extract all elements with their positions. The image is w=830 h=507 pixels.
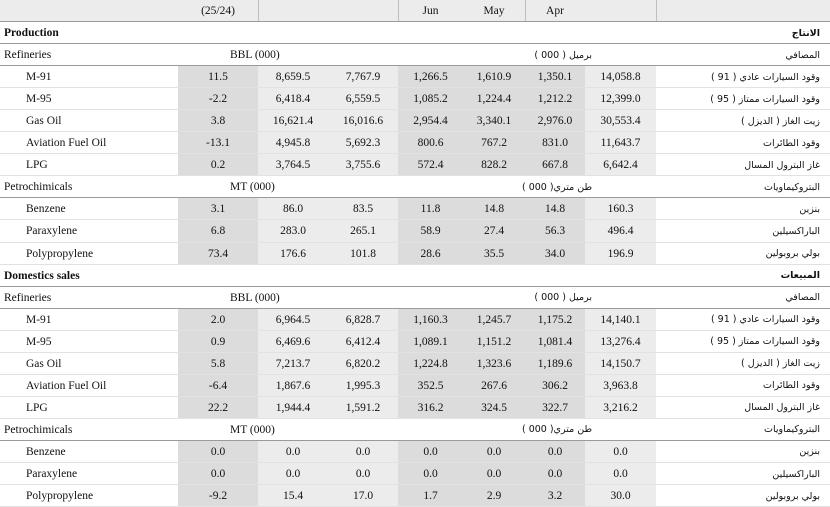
section-title-arabic: الانتاج (791, 27, 820, 39)
row-label-arabic: بنزين (799, 203, 820, 215)
table-cell: 35.5 (463, 243, 525, 265)
table-cell: 1,081.4 (525, 331, 585, 353)
table-cell: 6,964.5 (258, 309, 328, 331)
table-cell: 13,276.4 (585, 331, 656, 353)
table-cell: 6,412.4 (328, 331, 398, 353)
table-cell: 0.0 (328, 463, 398, 485)
table-cell: 22.2 (178, 397, 258, 419)
table-cell: 7,767.9 (328, 66, 398, 88)
table-row (0, 397, 830, 419)
header-change: (25/24) (201, 4, 235, 17)
table-cell: 0.9 (178, 331, 258, 353)
row-label-arabic: زيت الغاز ( الديزل ) (741, 358, 820, 370)
table-cell: 6,559.5 (328, 88, 398, 110)
row-label: Paraxylene (26, 225, 78, 238)
table-cell: 1.7 (398, 485, 463, 507)
table-cell: 0.0 (463, 463, 525, 485)
table-cell: 6.8 (178, 220, 258, 242)
table-cell: 30.0 (585, 485, 656, 507)
group-title-arabic: البتروكيماويات (764, 424, 820, 436)
table-cell: 101.8 (328, 243, 398, 265)
table-cell: 11,643.7 (585, 132, 656, 154)
table-cell: 4,945.8 (258, 132, 328, 154)
table-cell: 14,058.8 (585, 66, 656, 88)
row-label-arabic: غاز البترول المسال (744, 159, 820, 171)
table-cell: 800.6 (398, 132, 463, 154)
table-row (0, 220, 830, 242)
table-cell: 0.0 (525, 463, 585, 485)
unit-label-arabic: برميل ( 000 ) (534, 49, 592, 61)
group-header-row (0, 287, 830, 309)
row-label-arabic: غاز البترول المسال (744, 402, 820, 414)
row-label-arabic: الباراكسيلين (772, 468, 820, 480)
row-label: Benzene (26, 203, 66, 216)
table-cell: 828.2 (463, 154, 525, 176)
table-cell: 14,140.1 (585, 309, 656, 331)
table-cell: 3,216.2 (585, 397, 656, 419)
table-cell: 34.0 (525, 243, 585, 265)
row-label-arabic: وقود السيارات عادي ( 91 ) (710, 71, 820, 83)
table-cell: 196.9 (585, 243, 656, 265)
table-cell: 0.0 (178, 463, 258, 485)
table-row (0, 243, 830, 265)
table-cell: 1,944.4 (258, 397, 328, 419)
table-cell: 0.0 (585, 463, 656, 485)
table-cell: 0.0 (525, 441, 585, 463)
table-cell: 3,963.8 (585, 375, 656, 397)
row-label: M-91 (26, 71, 52, 84)
unit-label: MT (000) (230, 181, 275, 194)
unit-label-arabic: طن متري( 000 ) (521, 424, 592, 436)
table-cell: 6,820.2 (328, 353, 398, 375)
row-label: Benzene (26, 445, 66, 458)
table-cell: 572.4 (398, 154, 463, 176)
row-label: M-95 (26, 335, 52, 348)
table-cell: 1,212.2 (525, 88, 585, 110)
table-cell: 0.0 (585, 441, 656, 463)
header-apr: Apr (546, 4, 564, 17)
table-cell: 11.8 (398, 198, 463, 220)
section-title-arabic: المبيعات (780, 270, 820, 282)
group-title: Refineries (4, 291, 52, 304)
table-cell: -9.2 (178, 485, 258, 507)
row-label-arabic: الباراكسيلين (772, 225, 820, 237)
table-cell: 2.0 (178, 309, 258, 331)
row-label: Aviation Fuel Oil (26, 379, 107, 392)
table-cell: 1,224.8 (398, 353, 463, 375)
table-cell: 352.5 (398, 375, 463, 397)
row-label-arabic: وقود السيارات ممتاز ( 95 ) (710, 93, 820, 105)
table-cell: 2.9 (463, 485, 525, 507)
group-header-row (0, 419, 830, 441)
group-title: Refineries (4, 49, 52, 62)
table-cell: 0.0 (463, 441, 525, 463)
table-cell: 1,610.9 (463, 66, 525, 88)
unit-label-arabic: طن متري( 000 ) (521, 181, 592, 193)
table-cell: 306.2 (525, 375, 585, 397)
row-label-arabic: بولي بروبولين (765, 248, 820, 260)
table-row (0, 110, 830, 132)
section-title: Domestics sales (4, 269, 80, 282)
table-cell: 1,867.6 (258, 375, 328, 397)
unit-label: BBL (000) (230, 49, 280, 62)
row-label: Polypropylene (26, 247, 94, 260)
table-cell: 14,150.7 (585, 353, 656, 375)
section-title: Production (4, 27, 59, 40)
table-cell: 6,469.6 (258, 331, 328, 353)
header-jun: Jun (422, 4, 439, 17)
table-cell: 15.4 (258, 485, 328, 507)
table-cell: 0.0 (258, 463, 328, 485)
table-cell: 176.6 (258, 243, 328, 265)
row-label: Gas Oil (26, 357, 62, 370)
table-cell: 7,213.7 (258, 353, 328, 375)
section-header-row (0, 265, 830, 287)
table-cell: 1,995.3 (328, 375, 398, 397)
table-cell: 83.5 (328, 198, 398, 220)
table-cell: 17.0 (328, 485, 398, 507)
table-cell: 267.6 (463, 375, 525, 397)
group-title: Petrochimicals (4, 181, 73, 194)
row-label-arabic: بنزين (799, 446, 820, 458)
group-title-arabic: البتروكيماويات (764, 181, 820, 193)
table-row (0, 463, 830, 485)
table-cell: 8,659.5 (258, 66, 328, 88)
table-cell: 1,189.6 (525, 353, 585, 375)
table-cell: 1,323.6 (463, 353, 525, 375)
table-cell: 28.6 (398, 243, 463, 265)
table-cell: 58.9 (398, 220, 463, 242)
table-cell: 30,553.4 (585, 110, 656, 132)
table-row (0, 154, 830, 176)
table-cell: -2.2 (178, 88, 258, 110)
table-cell: 16,621.4 (258, 110, 328, 132)
table-cell: 0.0 (178, 441, 258, 463)
table-cell: 3.8 (178, 110, 258, 132)
table-cell: 5,692.3 (328, 132, 398, 154)
header-may: May (483, 4, 505, 17)
table-cell: 3,340.1 (463, 110, 525, 132)
group-header-row (0, 44, 830, 66)
table-cell: 767.2 (463, 132, 525, 154)
table-row (0, 353, 830, 375)
unit-label: BBL (000) (230, 291, 280, 304)
table-cell: 324.5 (463, 397, 525, 419)
table-cell: 0.0 (328, 441, 398, 463)
unit-label-arabic: برميل ( 000 ) (534, 292, 592, 304)
column-header-row (0, 0, 830, 21)
table-cell: 0.0 (398, 463, 463, 485)
group-title-arabic: المصافي (785, 49, 820, 61)
table-row (0, 485, 830, 507)
table-cell: 283.0 (258, 220, 328, 242)
table-row (0, 375, 830, 397)
table-cell: 3,755.6 (328, 154, 398, 176)
table-cell: 11.5 (178, 66, 258, 88)
table-row (0, 309, 830, 331)
group-title: Petrochimicals (4, 423, 73, 436)
table-cell: 73.4 (178, 243, 258, 265)
table-cell: 14.8 (525, 198, 585, 220)
table-cell: 1,245.7 (463, 309, 525, 331)
table-cell: 1,266.5 (398, 66, 463, 88)
row-label-arabic: وقود السيارات ممتاز ( 95 ) (710, 336, 820, 348)
table-cell: 1,151.2 (463, 331, 525, 353)
row-label-arabic: بولي بروبولين (765, 490, 820, 502)
row-label: Gas Oil (26, 115, 62, 128)
table-cell: 496.4 (585, 220, 656, 242)
table-cell: 322.7 (525, 397, 585, 419)
row-label-arabic: وقود الطائرات (763, 137, 820, 149)
table-cell: 2,954.4 (398, 110, 463, 132)
row-label-arabic: زيت الغاز ( الديزل ) (741, 115, 820, 127)
table-cell: 12,399.0 (585, 88, 656, 110)
table-cell: 316.2 (398, 397, 463, 419)
row-label: M-95 (26, 93, 52, 106)
row-label-arabic: وقود الطائرات (763, 380, 820, 392)
group-title-arabic: المصافي (785, 292, 820, 304)
table-cell: 3,764.5 (258, 154, 328, 176)
table-cell: 6,418.4 (258, 88, 328, 110)
table-row (0, 331, 830, 353)
table-cell: 667.8 (525, 154, 585, 176)
row-label: Aviation Fuel Oil (26, 137, 107, 150)
table-cell: 2,976.0 (525, 110, 585, 132)
group-header-row (0, 176, 830, 198)
table-cell: 0.0 (258, 441, 328, 463)
table-row (0, 88, 830, 110)
table-cell: -6.4 (178, 375, 258, 397)
table-row (0, 66, 830, 88)
table-cell: 160.3 (585, 198, 656, 220)
table-cell: 1,085.2 (398, 88, 463, 110)
row-label: LPG (26, 401, 48, 414)
table-cell: 1,591.2 (328, 397, 398, 419)
table-cell: 1,160.3 (398, 309, 463, 331)
table-cell: 86.0 (258, 198, 328, 220)
row-label: Paraxylene (26, 468, 78, 481)
table-row (0, 441, 830, 463)
table-cell: 14.8 (463, 198, 525, 220)
table-cell: 0.0 (398, 441, 463, 463)
row-label: LPG (26, 159, 48, 172)
table-cell: 1,350.1 (525, 66, 585, 88)
table-cell: 1,224.4 (463, 88, 525, 110)
table-cell: 1,089.1 (398, 331, 463, 353)
table-cell: 3.1 (178, 198, 258, 220)
table-cell: 6,828.7 (328, 309, 398, 331)
table-cell: 5.8 (178, 353, 258, 375)
section-header-row (0, 22, 830, 44)
row-label: M-91 (26, 313, 52, 326)
table-cell: 6,642.4 (585, 154, 656, 176)
table-cell: 265.1 (328, 220, 398, 242)
table-row (0, 132, 830, 154)
unit-label: MT (000) (230, 423, 275, 436)
row-label-arabic: وقود السيارات عادي ( 91 ) (710, 314, 820, 326)
table-cell: 831.0 (525, 132, 585, 154)
table-cell: 16,016.6 (328, 110, 398, 132)
table-cell: 1,175.2 (525, 309, 585, 331)
table-cell: -13.1 (178, 132, 258, 154)
table-cell: 56.3 (525, 220, 585, 242)
row-label: Polypropylene (26, 490, 94, 503)
table-cell: 0.2 (178, 154, 258, 176)
table-row (0, 198, 830, 220)
table-cell: 27.4 (463, 220, 525, 242)
table-cell: 3.2 (525, 485, 585, 507)
